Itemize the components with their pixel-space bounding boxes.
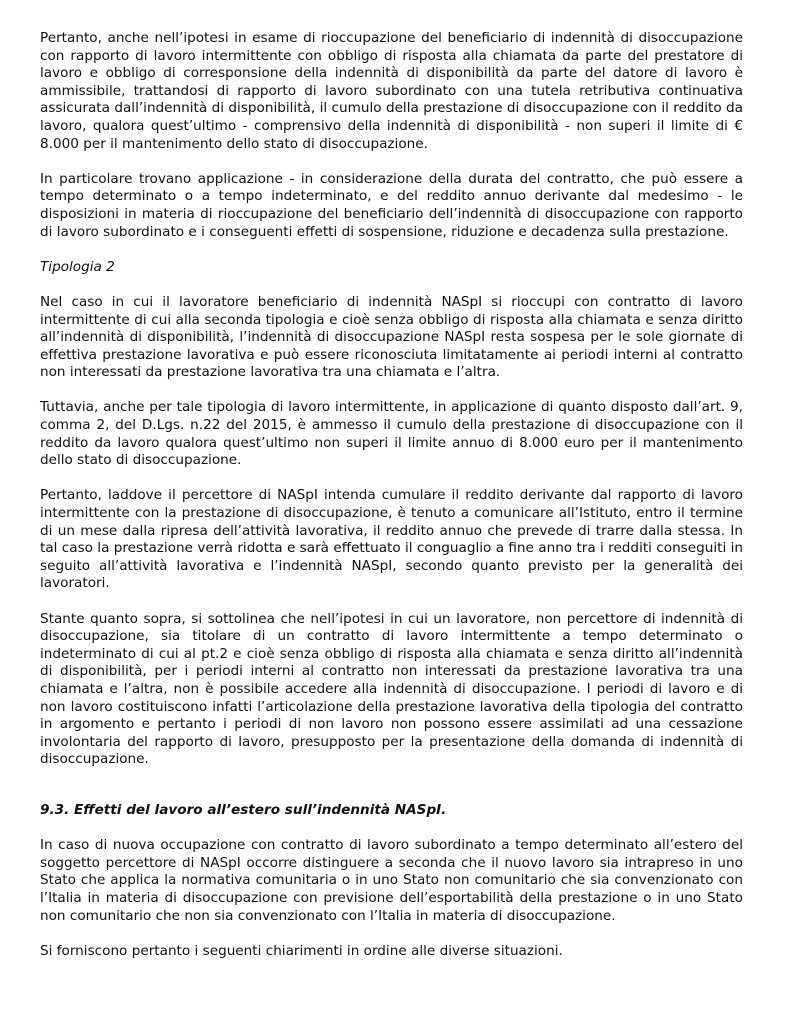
section-heading-9-3: 9.3. Effetti del lavoro all’estero sull’indennità NASpI. [40, 801, 447, 818]
subheading-tipologia-2: Tipologia 2 [40, 258, 115, 275]
paragraph-cumulo-indennita: Pertanto, anche nell’ipotesi in esame di rioccupazione del beneficiario di indennità di disoccupazione con rapporto di lavoro intermittente con obbligo di risposta alla chiamata da parte del prestatore di lavoro e obbligo di corresponsione della indennità di disponibilità da parte del datore di lavoro è ammissibile, trattandosi di rapporto di lavoro subordinato con una tutela retributiva continuativa assicurata dall’indennità di disponibilità, il cumulo della prestazione di disoccupazione con il reddito da lavoro, qualora quest’ultimo - comprensivo della indennità di disponibilità - non superi il limite di € 8.000 per il mantenimento dello stato di disoccupazione. [40, 30, 743, 152]
paragraph-comunicazione-istituto: Pertanto, laddove il percettore di NASpI intenda cumulare il reddito derivante dal rapporto di lavoro intermittente con la prestazione di disoccupazione, è tenuto a comunicare all’Istituto, entro il termine di un mese dalla ripresa dell’attività lavorativa, il reddito annuo che prevede di trarre dalla stessa. In tal caso la prestazione verrà ridotta e sarà effettuato il conguaglio a fine anno tra i redditi conseguiti in seguito all’attività lavorativa e l’indennità NASpI, secondo quanto previsto per la generalità dei lavoratori. [40, 487, 743, 592]
paragraph-tipologia-2-sospensione: Nel caso in cui il lavoratore beneficiario di indennità NASpI si rioccupi con contratto di lavoro intermittente di cui alla seconda tipologia e cioè senza obbligo di risposta alla chiamata e senza diritto all’indennità di disponibilità, l’indennità di disoccupazione NASpI resta sospesa per le sole giornate di effettiva prestazione lavorativa e può essere riconosciuta limitatamente ai periodi interni al contratto non interessati da prestazione lavorativa tra una chiamata e l’altra. [40, 293, 743, 381]
paragraph-non-percettore: Stante quanto sopra, si sottolinea che nell’ipotesi in cui un lavoratore, non percettore di indennità di disoccupazione, sia titolare di un contratto di lavoro intermittente a tempo determinato o indeterminato di cui al pt.2 e cioè senza obbligo di risposta alla chiamata e senza diritto all’indennità di disponibilità, per i periodi interni al contratto non interessati da prestazione lavorativa tra una chiamata e l’altra, non è possibile accedere alla indennità di disoccupazione. I periodi di lavoro e di non lavoro costituiscono infatti l’articolazione della prestazione lavorativa della tipologia del contratto in argomento e pertanto i periodi di non lavoro non possono essere assimilati ad una cessazione involontaria del rapporto di lavoro, presupposto per la presentazione della domanda di indennità di disoccupazione. [40, 610, 743, 768]
paragraph-chiarimenti: Si forniscono pertanto i seguenti chiarimenti in ordine alle diverse situazioni. [40, 942, 563, 959]
paragraph-lavoro-estero: In caso di nuova occupazione con contratto di lavoro subordinato a tempo determinato all’estero del soggetto percettore di NASpI occorre distinguere a seconda che il nuovo lavoro sia intrapreso in uno Stato che applica la normativa comunitaria o in uno Stato non comunitario che sia convenzionato con l’Italia in materia di disoccupazione con previsione dell’esportabilità della prestazione o in uno Stato non comunitario che non sia convenzionato con l’Italia in materia di disoccupazione. [40, 837, 743, 924]
paragraph-disposizioni-rioccupazione: In particolare trovano applicazione - in considerazione della durata del contratto, che può essere a tempo determinato o a tempo indeterminato, e del reddito annuo derivante dal medesimo - le disposizioni in materia di rioccupazione del beneficiario dell’indennità di disoccupazione con rapporto di lavoro subordinato e i conseguenti effetti di sospensione, riduzione e decadenza sulla prestazione. [40, 170, 743, 240]
document-page [40, 30, 743, 960]
paragraph-cumulo-reddito: Tuttavia, anche per tale tipologia di lavoro intermittente, in applicazione di quanto disposto dall’art. 9, comma 2, del D.Lgs. n.22 del 2015, è ammesso il cumulo della prestazione di disoccupazione con il reddito da lavoro qualora quest’ultimo non superi il limite annuo di 8.000 euro per il mantenimento dello stato di disoccupazione. [40, 399, 743, 469]
